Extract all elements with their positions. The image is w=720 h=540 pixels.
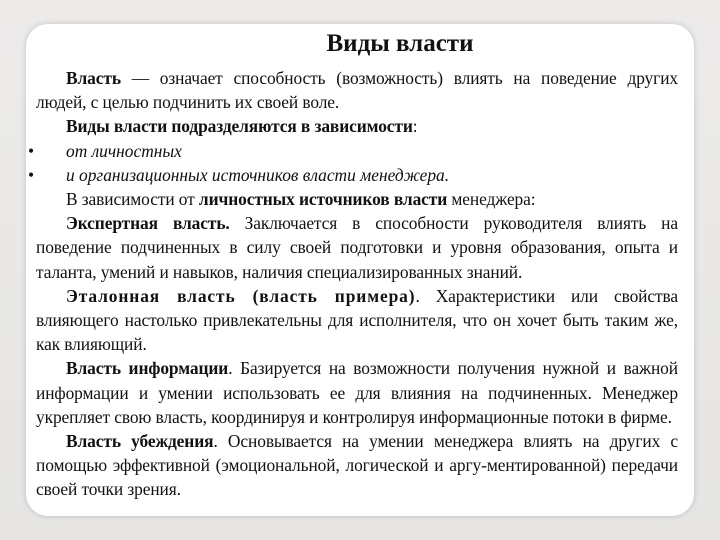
term-power: Власть [66,68,121,88]
term-expert-power: Экспертная власть. [66,213,230,234]
paragraph-power-definition [36,66,678,114]
bullet-text: и организационных источников власти менеджера. [66,164,450,185]
bullet-item [28,139,678,163]
slide-card [26,24,694,516]
bullet-icon: • [28,140,35,161]
bullet-icon: • [28,164,35,185]
paragraph-information-power [36,356,678,429]
definition-text: — означает способность (возможность) влиять на поведение других людей, с целью подчинить их своей воле. [36,68,678,113]
paragraph-types-intro [36,114,678,138]
paragraph-reference-power [36,284,678,357]
bullet-item [28,163,678,187]
slide-title: Виды власти [326,30,474,57]
personal-sources-pre: В зависимости от [66,189,199,210]
term-information-power: Власть информации [66,358,229,379]
bullet-text: от личностных [66,140,182,161]
paragraph-expert-power [36,211,678,284]
types-intro-bold: Виды власти подразделяются в зависимости [66,116,413,137]
personal-sources-bold: личностных источников власти [198,189,448,210]
reference-power-text: . Характеристики или свойства влияющего настолько привлекательны для исполнителя, что он хочет быть таким же, как влияющий. [36,285,678,355]
persuasion-power-text: . Основывается на умении менеджера влиять на других с помощью эффективной (эмоциональной, логической и аргу-ментированной) передачи своей точки зрения. [36,431,679,500]
paragraph-personal-sources [36,187,678,211]
personal-sources-post: менеджера: [447,189,536,210]
types-intro-rest: : [412,116,418,137]
expert-power-text: Заключается в способности руководителя влиять на поведение подчиненных в силу своей подготовки и уровня образования, опыта и таланта, умений и навыков, наличия специализированных знаний. [36,213,679,282]
term-reference-power: Эталонная власть (власть примера) [66,285,416,306]
term-persuasion-power: Власть убеждения [66,431,214,452]
information-power-text: . Базируется на возможности получения нужной и важной информации и умении использовать ее для влияния на подчиненных. Менеджер укрепляет свою власть, координируя и контролируя информационные потоки в фирме. [36,358,678,427]
paragraph-persuasion-power [36,429,678,502]
